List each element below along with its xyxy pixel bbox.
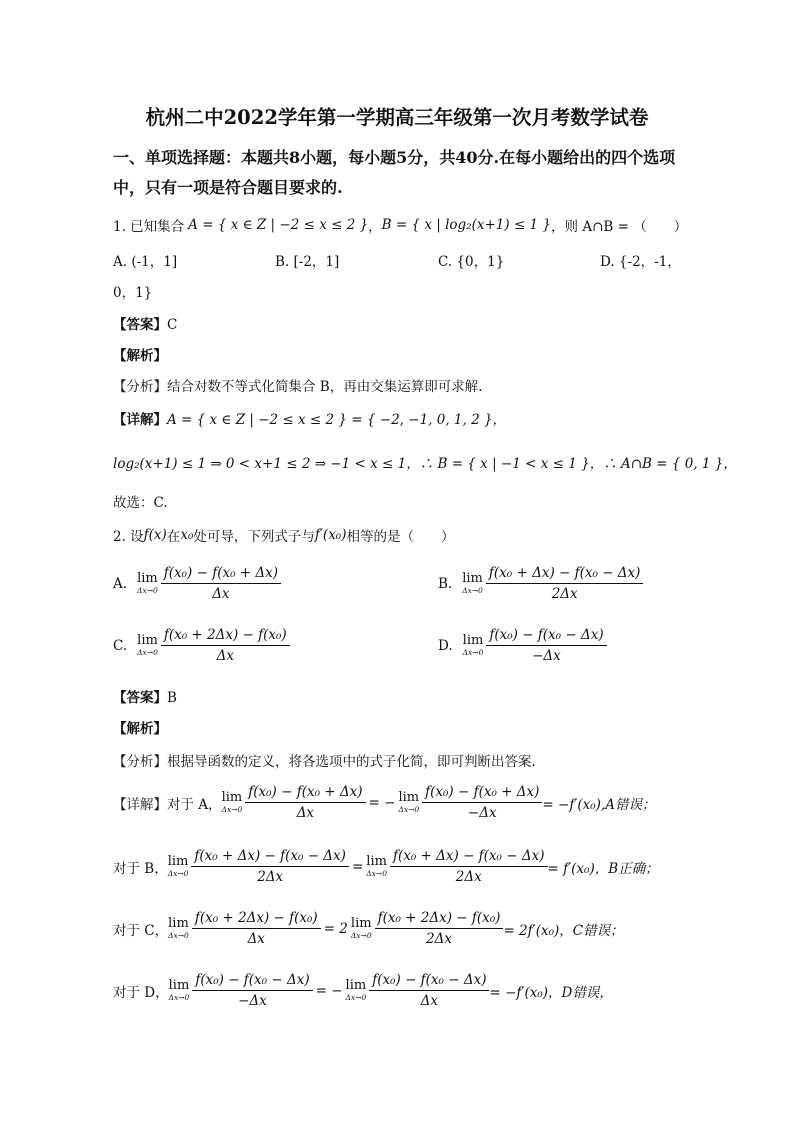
fraction-denominator: Δx xyxy=(216,648,234,664)
q1-option-c: C. {0，1} xyxy=(438,254,505,270)
q2-option-d xyxy=(438,627,607,664)
q1-detail-line1 xyxy=(113,408,506,428)
q2-option-a xyxy=(113,565,281,602)
q1-answer xyxy=(113,313,177,333)
detail-tail: = −f′(x₀),A错误； xyxy=(542,796,656,813)
q2-stem-fprime: f′(x₀) xyxy=(314,527,347,543)
limit-symbol xyxy=(168,855,189,878)
lim-word: lim xyxy=(366,854,387,869)
q1-prefix: 1. 已知集合 xyxy=(113,219,185,235)
limit-symbol xyxy=(366,855,387,878)
lim-word: lim xyxy=(221,790,243,805)
q2-answer-label: 【答案】 xyxy=(113,690,167,706)
fraction-denominator: Δx xyxy=(420,993,439,1009)
q1-set-a: A = { x ∈ Z | −2 ≤ x ≤ 2 } xyxy=(188,217,369,233)
fraction xyxy=(161,627,290,664)
fraction-numerator: f(x₀) − f(x₀ − Δx) xyxy=(486,627,606,646)
fraction-denominator: −Δx xyxy=(238,993,267,1009)
lim-sub: Δx→0 xyxy=(137,648,158,657)
q2-detail-d xyxy=(113,972,613,1009)
q2-option-b xyxy=(438,565,643,602)
limit-symbol xyxy=(137,634,158,657)
detail-mid: = xyxy=(351,858,364,875)
q1-comma: ， xyxy=(368,219,382,235)
fraction xyxy=(486,565,644,602)
fraction-numerator: f(x₀) − f(x₀ − Δx) xyxy=(369,972,489,991)
fraction-numerator: f(x₀ + Δx) − f(x₀ − Δx) xyxy=(486,565,644,584)
lim-word: lim xyxy=(350,916,372,931)
limit-symbol xyxy=(346,979,367,1002)
q2-option-a-label: A. xyxy=(113,575,128,592)
detail-lead: 对于 B， xyxy=(113,860,168,877)
limit-symbol xyxy=(137,572,158,595)
lim-word: lim xyxy=(137,633,158,648)
detail-lead: 对于 D， xyxy=(113,984,169,1001)
fraction xyxy=(191,848,349,885)
fraction-denominator: 2Δx xyxy=(455,869,482,885)
lim-word: lim xyxy=(168,978,190,993)
lim-sub: Δx→0 xyxy=(168,931,189,940)
exam-title: 杭州二中2022学年第一学期高三年级第一次月考数学试卷 xyxy=(145,106,649,129)
detail-tail: = f′(x₀)，B正确； xyxy=(547,860,659,877)
detail-tail: = 2f′(x₀)，C错误； xyxy=(503,922,624,939)
q2-answer-value: B xyxy=(167,690,177,706)
lim-sub: Δx→0 xyxy=(366,869,387,878)
q1-detail-label: 【详解】 xyxy=(113,412,167,428)
q1-option-d-cont: 0，1} xyxy=(113,285,153,301)
fraction xyxy=(390,848,548,885)
q2-answer xyxy=(113,686,177,706)
detail-mid: = − xyxy=(315,982,343,999)
fraction xyxy=(245,784,365,821)
fraction-numerator: f(x₀ + Δx) − f(x₀ − Δx) xyxy=(191,848,349,867)
lim-word: lim xyxy=(462,571,483,586)
fraction-denominator: Δx xyxy=(212,586,230,602)
lim-word: lim xyxy=(137,571,158,586)
lim-word: lim xyxy=(167,854,189,869)
limit-symbol xyxy=(398,791,419,814)
fraction-denominator: −Δx xyxy=(467,805,497,821)
fraction-denominator: Δx xyxy=(296,805,315,821)
fraction-numerator: f(x₀) − f(x₀ + Δx) xyxy=(422,784,542,803)
limit-symbol xyxy=(168,917,189,940)
q2-stem-mid: 在 xyxy=(166,529,181,545)
lim-sub: Δx→0 xyxy=(398,805,420,814)
q2-stem xyxy=(113,525,454,545)
limit-symbol xyxy=(351,917,372,940)
fraction xyxy=(369,972,489,1009)
detail-tail: = −f′(x₀)，D错误， xyxy=(489,984,613,1001)
fraction xyxy=(422,784,542,821)
q1-option-a: A. (-1，1] xyxy=(113,254,178,270)
q1-option-d: D. {-2，-1， xyxy=(600,254,681,270)
detail-lead: 对于 C， xyxy=(113,922,169,939)
lim-sub: Δx→0 xyxy=(137,586,158,595)
lim-sub: Δx→0 xyxy=(167,869,189,878)
fraction-numerator: f(x₀ + Δx) − f(x₀ − Δx) xyxy=(390,848,548,867)
q2-option-c xyxy=(113,627,290,664)
limit-symbol xyxy=(462,572,483,595)
lim-sub: Δx→0 xyxy=(221,805,243,814)
lim-sub: Δx→0 xyxy=(350,931,372,940)
fraction-denominator: 2Δx xyxy=(426,931,452,947)
section-heading-line2: 中，只有一项是符合题目要求的. xyxy=(113,178,343,197)
fraction-numerator: f(x₀) − f(x₀ + Δx) xyxy=(161,565,281,584)
q2-option-b-label: B. xyxy=(438,575,453,592)
q2-detail-b xyxy=(113,848,659,885)
fraction-numerator: f(x₀) − f(x₀ − Δx) xyxy=(192,972,312,991)
q1-option-b: B. [-2，1] xyxy=(275,254,340,270)
fraction xyxy=(486,627,606,664)
lim-word: lim xyxy=(168,916,189,931)
limit-symbol xyxy=(169,979,190,1002)
q1-answer-value: C xyxy=(167,317,178,333)
lim-sub: Δx→0 xyxy=(462,648,484,657)
q1-fenxi: 【分析】结合对数不等式化简集合 B，再由交集运算即可求解. xyxy=(113,379,483,395)
q1-analysis-label: 【解析】 xyxy=(113,348,167,364)
q1-set-b: B = { x | log₂(x+1) ≤ 1 } xyxy=(381,217,552,233)
q1-answer-label: 【答案】 xyxy=(113,317,167,333)
q2-stem-prefix: 2. 设 xyxy=(113,529,144,545)
q1-stem xyxy=(113,215,687,235)
q1-suffix: ，则 A∩B = （ ） xyxy=(551,219,688,235)
fraction-numerator: f(x₀) − f(x₀ + Δx) xyxy=(245,784,365,803)
fraction xyxy=(375,910,504,947)
q1-conclusion: 故选：C. xyxy=(113,495,168,511)
q2-stem-x0: x₀ xyxy=(180,527,194,543)
q2-detail-a xyxy=(113,784,655,821)
lim-word: lim xyxy=(345,978,367,993)
fraction xyxy=(192,972,312,1009)
fraction-numerator: f(x₀ + 2Δx) − f(x₀) xyxy=(375,910,504,929)
q1-detail2: log₂(x+1) ≤ 1 ⇒ 0 < x+1 ≤ 2 ⇒ −1 < x ≤ 1，∴ B = { x | −1 < x ≤ 1 }，∴ A∩B = { 0, 1 }， xyxy=(113,456,737,472)
q2-detail-c xyxy=(113,910,624,947)
fraction-denominator: 2Δx xyxy=(257,869,284,885)
fraction-numerator: f(x₀ + 2Δx) − f(x₀) xyxy=(192,910,321,929)
q2-stem-suffix: 相等的是（ ） xyxy=(346,529,455,545)
lim-word: lim xyxy=(462,633,484,648)
detail-lead: 【详解】对于 A， xyxy=(113,796,222,813)
q2-fenxi: 【分析】根据导函数的定义，将各选项中的式子化简，即可判断出答案. xyxy=(113,754,536,770)
q2-stem-mid2: 处可导，下列式子与 xyxy=(193,529,315,545)
lim-sub: Δx→0 xyxy=(345,993,367,1002)
lim-sub: Δx→0 xyxy=(168,993,190,1002)
q2-option-c-label: C. xyxy=(113,637,128,654)
lim-word: lim xyxy=(398,790,420,805)
detail-mid: = 2 xyxy=(323,920,348,937)
detail-mid: = − xyxy=(368,794,396,811)
q2-option-d-label: D. xyxy=(438,637,453,654)
lim-sub: Δx→0 xyxy=(462,586,483,595)
limit-symbol xyxy=(463,634,484,657)
section-heading-line1: 一、单项选择题：本题共8小题，每小题5分，共40分.在每小题给出的四个选项 xyxy=(113,148,676,167)
fraction-denominator: Δx xyxy=(247,931,265,947)
fraction-denominator: 2Δx xyxy=(551,586,578,602)
fraction xyxy=(161,565,281,602)
limit-symbol xyxy=(222,791,243,814)
q1-detail1: A = { x ∈ Z | −2 ≤ x ≤ 2 } = { −2, −1, 0, 1, 2 }， xyxy=(167,412,507,428)
fraction-denominator: −Δx xyxy=(532,648,561,664)
q2-stem-fx: f(x) xyxy=(143,527,167,543)
fraction-numerator: f(x₀ + 2Δx) − f(x₀) xyxy=(161,627,290,646)
q2-analysis-label: 【解析】 xyxy=(113,721,167,737)
fraction xyxy=(192,910,321,947)
